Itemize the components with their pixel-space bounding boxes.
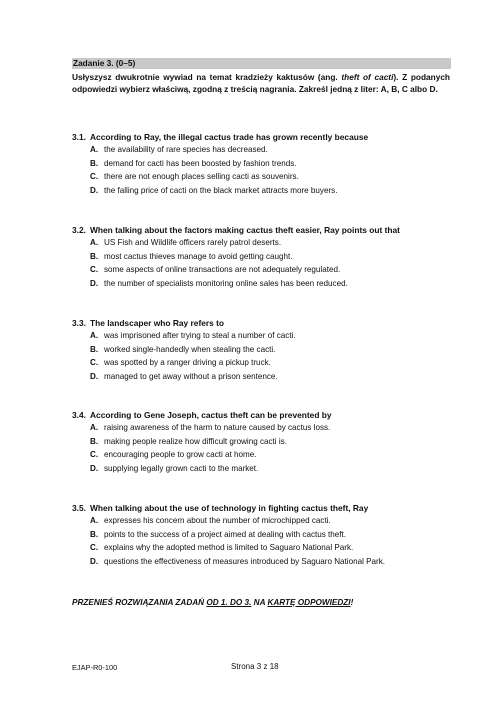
question-text: When talking about the factors making cactus theft easier, Ray points out that	[90, 225, 400, 235]
option-letter[interactable]: B.	[90, 529, 99, 539]
option-a[interactable]	[72, 421, 452, 435]
option-a[interactable]	[72, 514, 452, 528]
option-d[interactable]	[72, 370, 452, 384]
option-a[interactable]	[72, 143, 452, 157]
exam-code: EJAP-R0-100	[72, 663, 118, 672]
option-text: managed to get away without a prison sentence.	[104, 371, 278, 381]
question-text: The landscaper who Ray refers to	[90, 318, 225, 328]
option-letter[interactable]: B.	[90, 158, 99, 168]
option-letter[interactable]: A.	[90, 331, 99, 340]
option-c[interactable]	[72, 356, 452, 370]
option-letter[interactable]: D.	[90, 278, 99, 288]
option-letter[interactable]: D.	[90, 556, 99, 566]
option-c[interactable]	[72, 170, 452, 184]
question-number: 3.4.	[72, 410, 86, 420]
option-letter[interactable]: B.	[90, 436, 99, 446]
question-number: 3.1.	[72, 132, 86, 142]
option-text: the availability of rare species has decreased.	[104, 145, 268, 154]
question-3-4	[72, 410, 452, 475]
instructions-text-italic: theft of cacti	[341, 72, 394, 82]
option-d[interactable]	[72, 277, 452, 291]
transfer-answer-sheet: KARTĘ ODPOWIEDZI	[267, 598, 351, 607]
option-b[interactable]	[72, 528, 452, 542]
option-letter[interactable]: A.	[90, 238, 99, 247]
option-text: was imprisoned after trying to steal a number of cacti.	[104, 331, 296, 340]
option-c[interactable]	[72, 263, 452, 277]
transfer-range: OD 1. DO 3.	[206, 598, 252, 607]
option-b[interactable]	[72, 250, 452, 264]
option-d[interactable]	[72, 184, 452, 198]
instructions-text-pre: Usłyszysz dwukrotnie wywiad na temat kradzieży kaktusów (ang.	[72, 72, 342, 82]
instructions-text-post: ). Z podanych odpowiedzi wybierz właściwą, zgodną z treścią nagrania. Zakreśl jedną z liter: A, B, C albo D.	[72, 72, 450, 95]
option-text: US Fish and Wildlife officers rarely patrol deserts.	[104, 238, 282, 247]
option-b[interactable]	[72, 435, 452, 449]
option-a[interactable]	[72, 329, 452, 343]
option-letter[interactable]: D.	[90, 185, 99, 195]
option-letter[interactable]: B.	[90, 344, 99, 354]
option-text: expresses his concern about the number of microchipped cacti.	[104, 516, 331, 525]
option-text: demand for cacti has been boosted by fashion trends.	[104, 158, 297, 168]
task-instructions	[72, 71, 450, 95]
option-letter[interactable]: D.	[90, 371, 99, 381]
transfer-text-3: !	[350, 598, 354, 607]
question-text: When talking about the use of technology in fighting cactus theft, Ray	[90, 503, 369, 513]
option-c[interactable]	[72, 541, 452, 555]
option-text: supplying legally grown cacti to the market.	[104, 463, 259, 473]
option-letter[interactable]: D.	[90, 463, 99, 473]
question-3-5	[72, 503, 452, 568]
option-text: most cactus thieves manage to avoid getting caught.	[104, 251, 293, 261]
question-stem	[72, 410, 452, 421]
option-text: some aspects of online transactions are not adequately regulated.	[104, 265, 341, 275]
option-text: worked single-handedly when stealing the cacti.	[104, 344, 276, 354]
option-letter[interactable]: C.	[90, 265, 99, 275]
option-letter[interactable]: C.	[90, 172, 99, 182]
option-b[interactable]	[72, 343, 452, 357]
option-text: making people realize how difficult growing cacti is.	[104, 436, 287, 446]
question-stem	[72, 318, 452, 329]
transfer-text-1: PRZENIEŚ ROZWIĄZANIA ZADAŃ	[72, 598, 207, 607]
page-number: Strona 3 z 18	[231, 662, 279, 671]
question-stem	[72, 503, 452, 514]
option-text: encouraging people to grow cacti at home.	[104, 450, 257, 460]
option-c[interactable]	[72, 448, 452, 462]
transfer-instruction	[72, 597, 452, 608]
option-text: was spotted by a ranger driving a pickup truck.	[104, 358, 271, 368]
option-letter[interactable]: B.	[90, 251, 99, 261]
question-3-2	[72, 225, 452, 290]
option-text: questions the effectiveness of measures introduced by Saguaro National Park.	[104, 556, 386, 566]
transfer-text-2: NA	[251, 598, 268, 607]
question-text: According to Gene Joseph, cactus theft can be prevented by	[90, 410, 332, 420]
question-3-1	[72, 132, 452, 197]
option-b[interactable]	[72, 157, 452, 171]
option-a[interactable]	[72, 236, 452, 250]
option-text: points to the success of a project aimed at dealing with cactus theft.	[104, 529, 347, 539]
task-header: Zadanie 3. (0–5)	[72, 58, 451, 69]
question-stem	[72, 225, 452, 236]
question-text: According to Ray, the illegal cactus trade has grown recently because	[90, 132, 369, 142]
option-text: explains why the adopted method is limited to Saguaro National Park.	[104, 543, 354, 553]
question-stem	[72, 132, 452, 143]
question-number: 3.5.	[72, 503, 86, 513]
question-number: 3.2.	[72, 225, 86, 235]
option-text: raising awareness of the harm to nature caused by cactus loss.	[104, 423, 331, 432]
option-letter[interactable]: C.	[90, 358, 99, 368]
question-number: 3.3.	[72, 318, 86, 328]
option-text: the number of specialists monitoring online sales has been reduced.	[104, 278, 348, 288]
option-text: the falling price of cacti on the black market attracts more buyers.	[104, 185, 338, 195]
option-letter[interactable]: C.	[90, 450, 99, 460]
option-letter[interactable]: C.	[90, 543, 99, 553]
option-letter[interactable]: A.	[90, 516, 99, 525]
option-letter[interactable]: A.	[90, 145, 99, 154]
option-letter[interactable]: A.	[90, 423, 99, 432]
option-d[interactable]	[72, 462, 452, 476]
option-d[interactable]	[72, 555, 452, 569]
option-text: there are not enough places selling cacti as souvenirs.	[104, 172, 299, 182]
question-3-3	[72, 318, 452, 383]
